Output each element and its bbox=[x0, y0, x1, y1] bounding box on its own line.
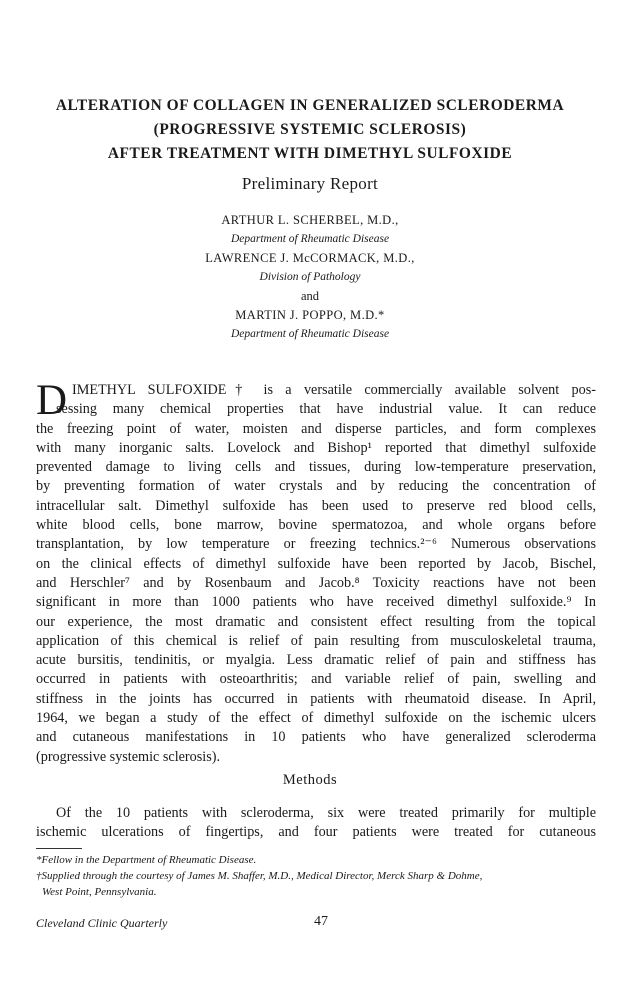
intro-line: on the clinical effects of dimethyl sulfoxide have been reported by Jacob, Bischel, bbox=[36, 555, 596, 572]
author-2-name: LAWRENCE J. McCORMACK, M.D., bbox=[205, 251, 415, 265]
intro-line: significant in more than 1000 patients who have received dimethyl sulfoxide.⁹ In bbox=[36, 594, 596, 611]
intro-line: the freezing point of water, moisten and disperse particles, and form complexes bbox=[36, 420, 596, 437]
intro-line: prevented damage to living cells and tissues, during low-temperature preservation, bbox=[36, 459, 596, 476]
footnote-2: †Supplied through the courtesy of James M. Shaffer, M.D., Medical Director, Merck Sharp & Dohme, bbox=[36, 870, 483, 882]
methods-paragraph bbox=[36, 804, 596, 843]
title-line-2: (PROGRESSIVE SYSTEMIC SCLEROSIS) bbox=[153, 121, 467, 138]
journal-name: Cleveland Clinic Quarterly bbox=[36, 916, 168, 930]
intro-line: application of this chemical is relief of pain resulting from musculoskeletal trauma, bbox=[36, 632, 596, 649]
title-line-1: ALTERATION OF COLLAGEN IN GENERALIZED SCLERODERMA bbox=[55, 97, 565, 114]
intro-line: with many inorganic salts. Lovelock and Bishop¹ reported that dimethyl sulfoxide bbox=[36, 439, 596, 456]
author-1-affiliation: Department of Rheumatic Disease bbox=[230, 233, 390, 245]
intro-line: and cutaneous manifestations in 10 patients who have generalized scleroderma bbox=[36, 729, 596, 746]
intro-line: IMETHYL SULFOXIDE† is a versatile commercially available solvent pos- bbox=[72, 382, 596, 398]
author-2-affiliation: Division of Pathology bbox=[259, 271, 361, 283]
intro-line: stiffness in the joints has occurred in patients with rheumatoid disease. In April, bbox=[36, 690, 596, 707]
methods-line: ischemic ulcerations of fingertips, and four patients were treated for cutaneous bbox=[36, 824, 596, 841]
author-conjunction: and bbox=[300, 289, 320, 303]
intro-line: by preventing formation of water crystals and by reducing the concentration of bbox=[36, 478, 596, 495]
intro-line: white blood cells, bone marrow, bovine spermatozoa, and whole organs before bbox=[36, 517, 596, 534]
drop-cap: D bbox=[36, 377, 68, 424]
author-1-name: ARTHUR L. SCHERBEL, M.D., bbox=[221, 213, 399, 227]
intro-line: our experience, the most dramatic and consistent effect resulting from the topical bbox=[36, 613, 596, 630]
intro-line: (progressive systemic sclerosis). bbox=[36, 748, 221, 765]
author-3-affiliation: Department of Rheumatic Disease bbox=[230, 328, 390, 340]
author-3-name: MARTIN J. POPPO, M.D.* bbox=[235, 308, 385, 322]
intro-line: intracellular salt. Dimethyl sulfoxide has been used to preserve red blood cells, bbox=[36, 497, 596, 514]
intro-line: transplantation, by low temperature or freezing technics.²⁻⁶ Numerous observations bbox=[36, 536, 596, 553]
methods-line: Of the 10 patients with scleroderma, six were treated primarily for multiple bbox=[56, 805, 596, 821]
intro-line: 1964, we began a study of the effect of dimethyl sulfoxide on the ischemic ulcers bbox=[36, 710, 596, 727]
footnote-2-continued: West Point, Pennsylvania. bbox=[42, 886, 157, 898]
intro-line: occurred in patients with osteoarthritis; and variable relief of pain, swelling and bbox=[36, 671, 596, 688]
footnote-1: *Fellow in the Department of Rheumatic Disease. bbox=[36, 854, 257, 866]
author-block bbox=[0, 211, 620, 344]
methods-heading: Methods bbox=[282, 772, 338, 788]
intro-paragraph bbox=[36, 377, 596, 767]
article-title bbox=[0, 94, 620, 166]
intro-line: and Herschler⁷ and by Rosenbaum and Jacob.⁸ Toxicity reactions have not been bbox=[36, 574, 596, 591]
article-subtitle: Preliminary Report bbox=[241, 174, 379, 193]
intro-line: sessing many chemical properties that have industrial value. It can reduce bbox=[56, 401, 596, 418]
title-line-3: AFTER TREATMENT WITH DIMETHYL SULFOXIDE bbox=[107, 145, 513, 162]
intro-line: acute bursitis, tendinitis, or myalgia. Less dramatic relief of pain and stiffness has bbox=[36, 652, 596, 669]
footnotes bbox=[36, 852, 596, 900]
page-number: 47 bbox=[314, 914, 328, 929]
footnote-rule bbox=[36, 848, 82, 849]
